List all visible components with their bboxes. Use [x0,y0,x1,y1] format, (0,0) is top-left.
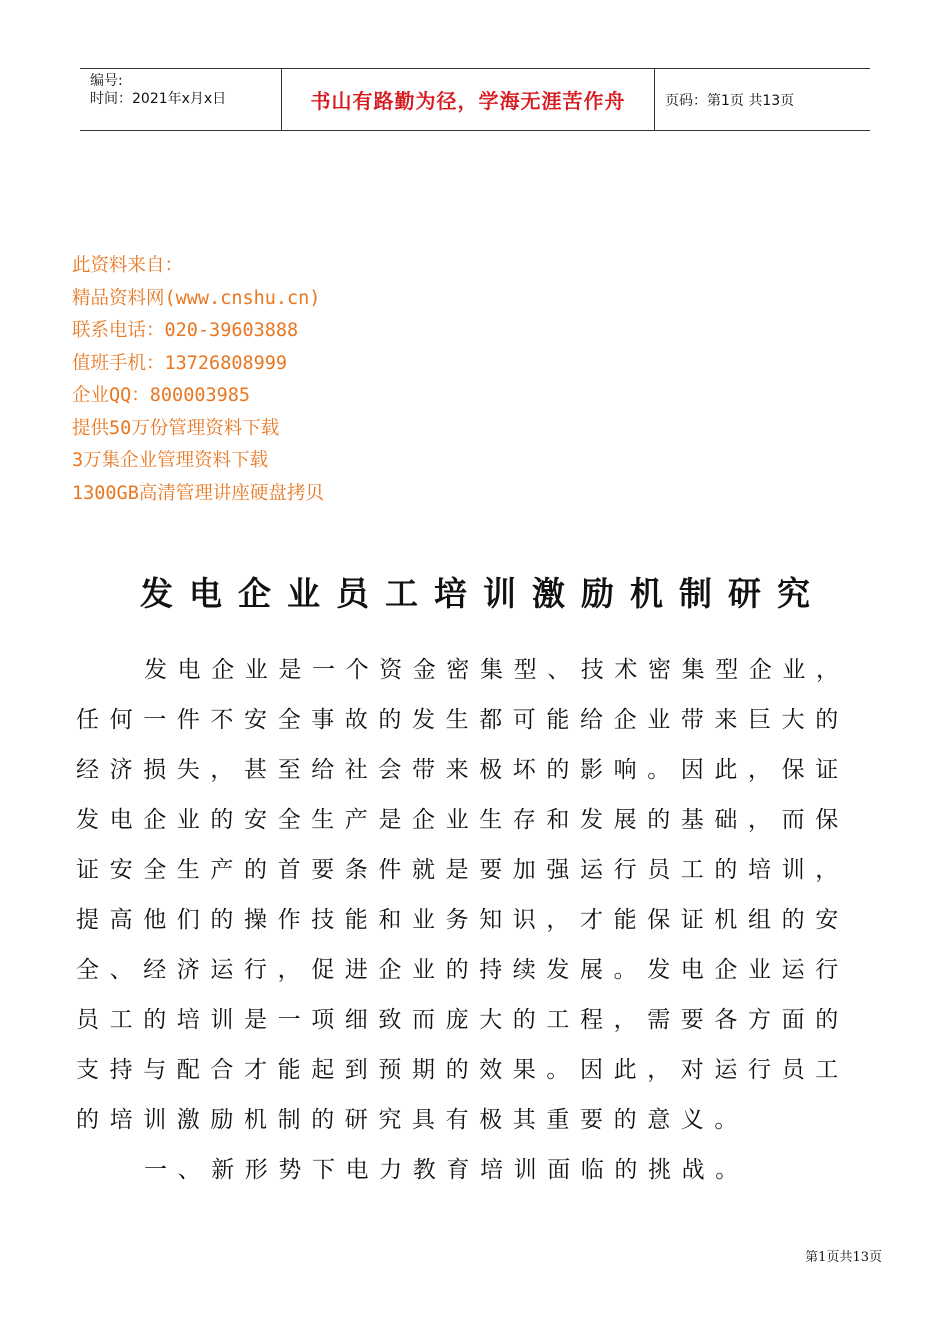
header-page-label: 页码：第1页 共13页 [665,92,795,109]
time-label: 时间：2021年x月x日 [90,91,227,107]
document-title: 发电企业员工培训激励机制研究 [140,574,826,613]
source-line: 值班手机：13726808999 [72,352,288,374]
source-line: 1300GB高清管理讲座硬盘拷贝 [72,482,324,504]
source-line: 精品资料网(www.cnshu.cn) [72,287,321,309]
section-heading: 一、新形势下电力教育培训面临的挑战。 [144,1157,749,1183]
header-meta-cell [80,69,282,130]
source-line: 3万集企业管理资料下载 [72,450,269,471]
body-paragraph: 发电企业是一个资金密集型、技术密集型企业，任何一件不安全事故的发生都可能给企业带来巨大的经济损失，甚至给社会带来极坏的影响。因此，保证发电企业的安全生产是企业生存和发展的基础，而保证安全生产的首要条件就是要加强运行员工的培训，提高他们的操作技能和业务知识，才能保证机组的安全、经济运行，促进企业的持续发展。发电企业运行员工的培训是一项细致而庞大的工程，需要各方面的支持与配合才能起到预期的效果。因此，对运行员工的培训激励机制的研究具有极其重要的意义。 [76,657,850,1133]
document-body [76,645,876,1195]
header-motto: 书山有路勤为径，学海无涯苦作舟 [282,69,655,130]
source-line: 提供50万份管理资料下载 [72,417,280,439]
number-label: 编号: [90,73,123,89]
page-footer: 第1页共13页 [805,1250,882,1265]
source-line: 联系电话：020-39603888 [72,320,299,341]
source-line: 此资料来自： [72,255,184,276]
source-line: 企业QQ：800003985 [72,385,251,406]
source-info-block [72,250,324,510]
page-header [80,68,870,131]
